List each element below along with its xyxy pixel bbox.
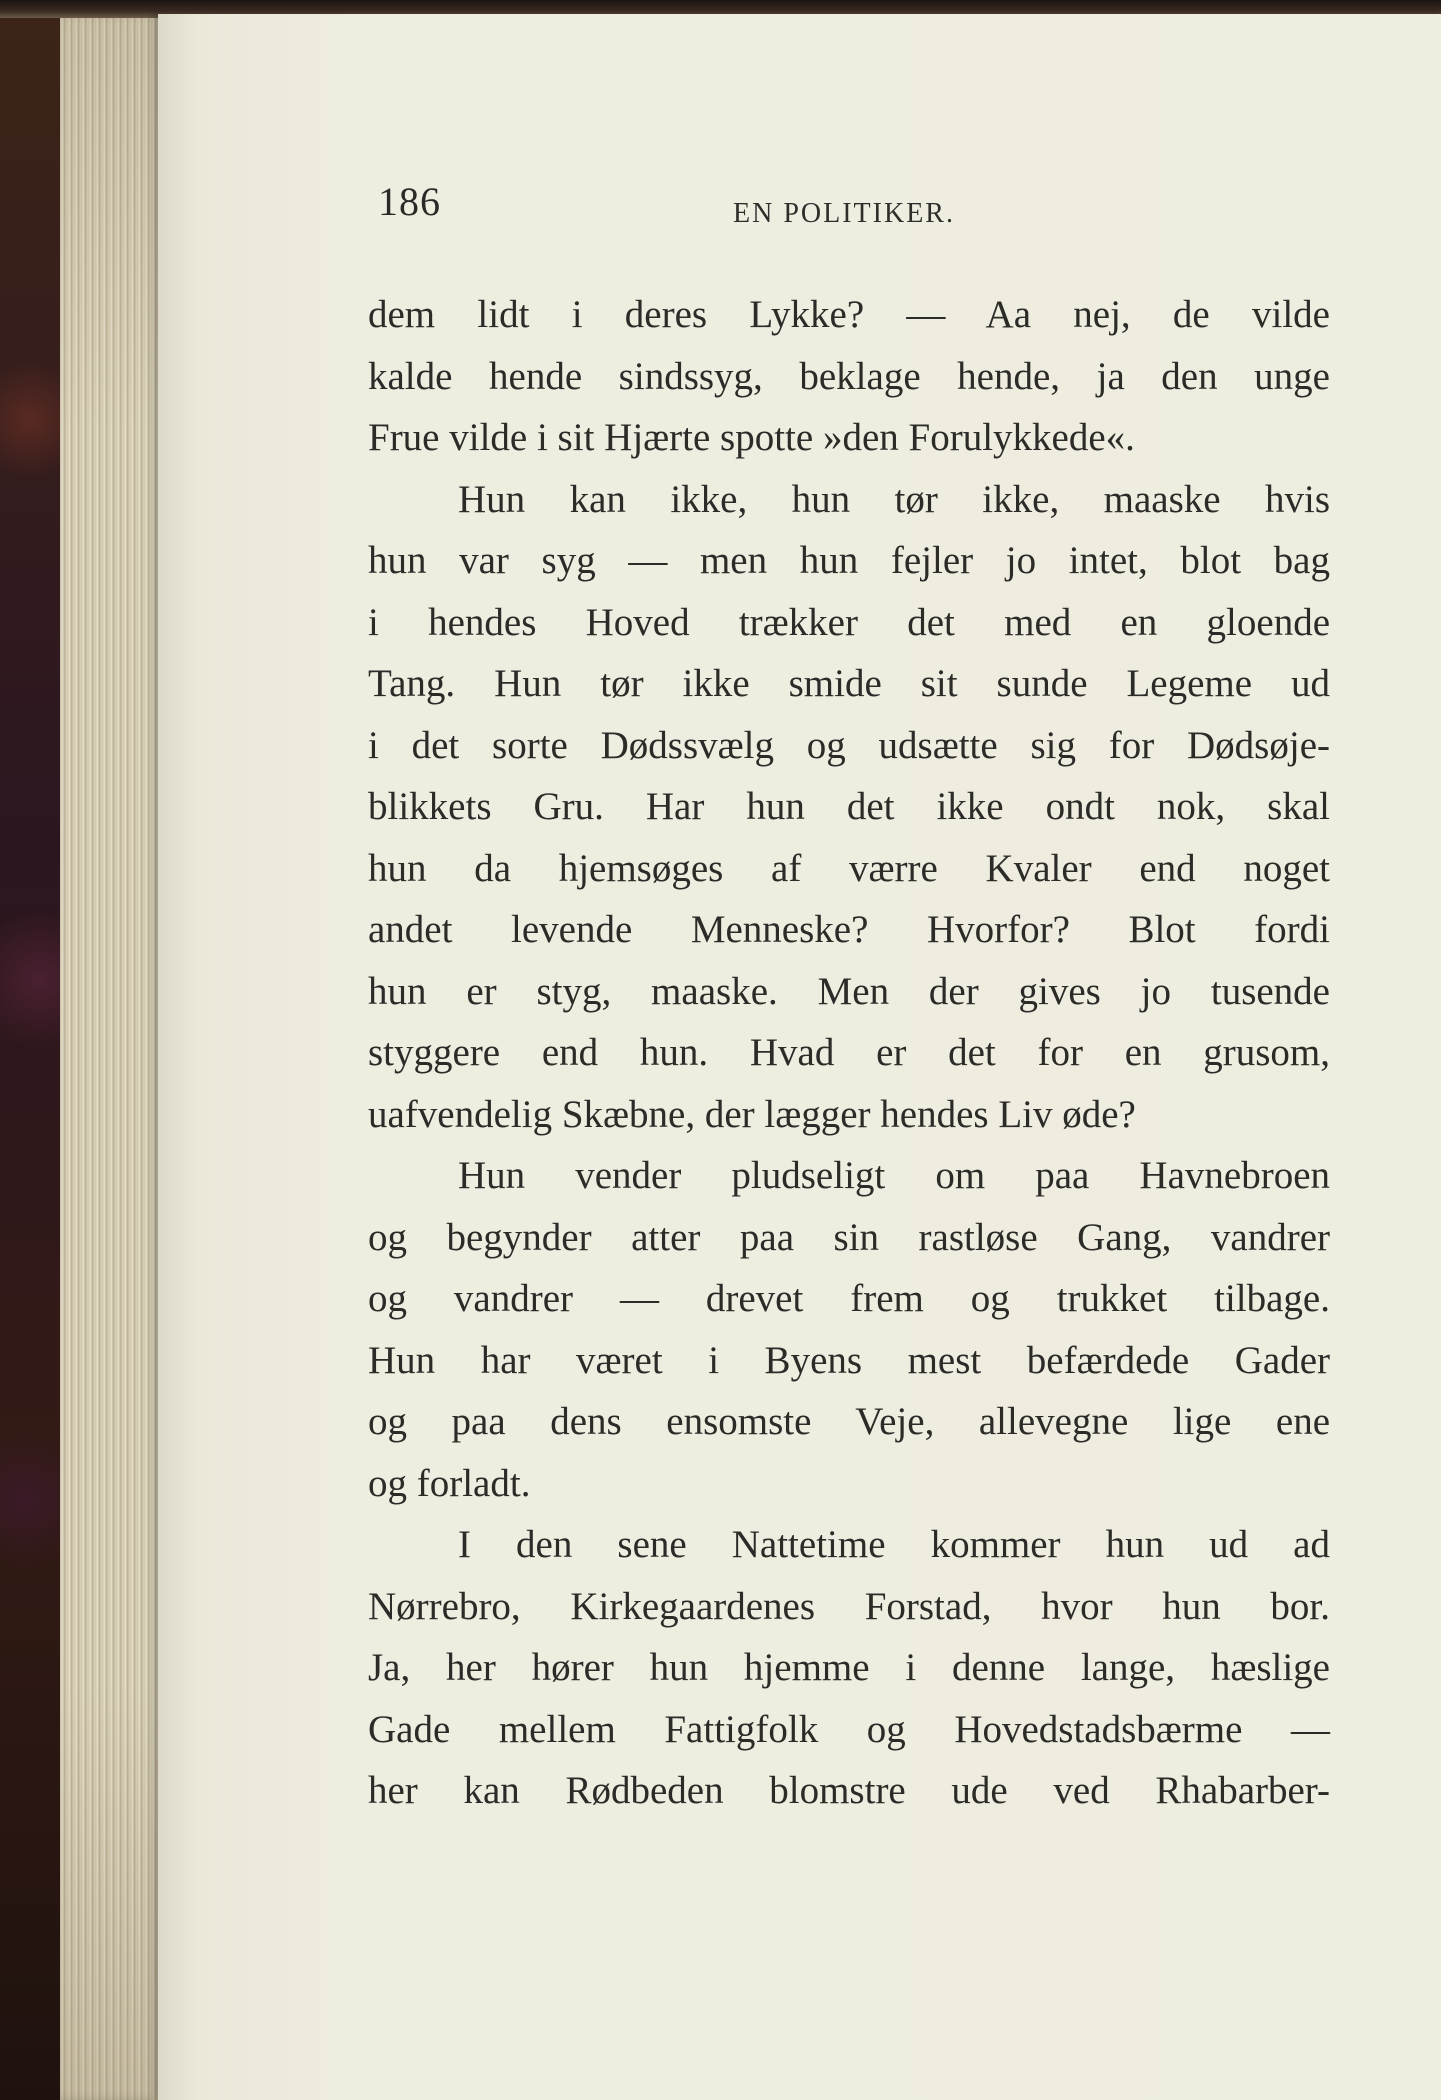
text-line: I den sene Nattetime kommer hun ud ad: [458, 1523, 1330, 1566]
text-line: blikkets Gru. Har hun det ikke ondt nok, skal: [368, 785, 1330, 828]
text-line: Hun kan ikke, hun tør ikke, maaske hvis: [458, 477, 1330, 521]
text-line: hun er styg, maaske. Men der gives jo tusende: [368, 969, 1330, 1013]
text-line: dem lidt i deres Lykke? — Aa nej, de vilde: [368, 293, 1330, 336]
body-text: [368, 284, 1330, 1822]
text-line: Tang. Hun tør ikke smide sit sunde Legeme ud: [368, 662, 1330, 705]
text-line: hun var syg — men hun fejler jo intet, blot bag: [368, 539, 1330, 582]
text-line: og begynder atter paa sin rastløse Gang, vandrer: [368, 1215, 1330, 1259]
text-line: Hun vender pludseligt om paa Havnebroen: [458, 1154, 1330, 1197]
text-line: styggere end hun. Hvad er det for en grusom,: [368, 1031, 1330, 1074]
text-line: i det sorte Dødssvælg og udsætte sig for Dødsøje-: [368, 723, 1330, 767]
text-line: og forladt.: [368, 1461, 531, 1505]
text-line: Hun har været i Byens mest befærdede Gader: [368, 1338, 1330, 1382]
running-head: EN POLITIKER.: [733, 198, 955, 229]
text-line: Ja, her hører hun hjemme i denne lange, hæslige: [368, 1646, 1330, 1689]
text-line: hun da hjemsøges af værre Kvaler end noget: [368, 846, 1330, 890]
text-line: her kan Rødbeden blomstre ude ved Rhabarber-: [368, 1769, 1330, 1812]
text-line: Frue vilde i sit Hjærte spotte »den Forulykkede«.: [368, 416, 1135, 459]
book-page-edges: [60, 14, 170, 2100]
text-line: kalde hende sindssyg, beklage hende, ja den unge: [368, 354, 1330, 398]
text-line: og paa dens ensomste Veje, allevegne lige ene: [368, 1400, 1330, 1443]
text-line: uafvendelig Skæbne, der lægger hendes Liv øde?: [368, 1092, 1136, 1136]
text-line: andet levende Menneske? Hvorfor? Blot fordi: [368, 908, 1330, 951]
text-line: i hendes Hoved trækker det med en gloende: [368, 600, 1330, 644]
text-line: Gade mellem Fattigfolk og Hovedstadsbærme —: [368, 1707, 1330, 1751]
page-header: [0, 178, 1441, 248]
text-line: Nørrebro, Kirkegaardenes Forstad, hvor hun bor.: [368, 1584, 1330, 1628]
text-line: og vandrer — drevet frem og trukket tilbage.: [368, 1277, 1330, 1320]
page-number: 186: [378, 179, 441, 224]
